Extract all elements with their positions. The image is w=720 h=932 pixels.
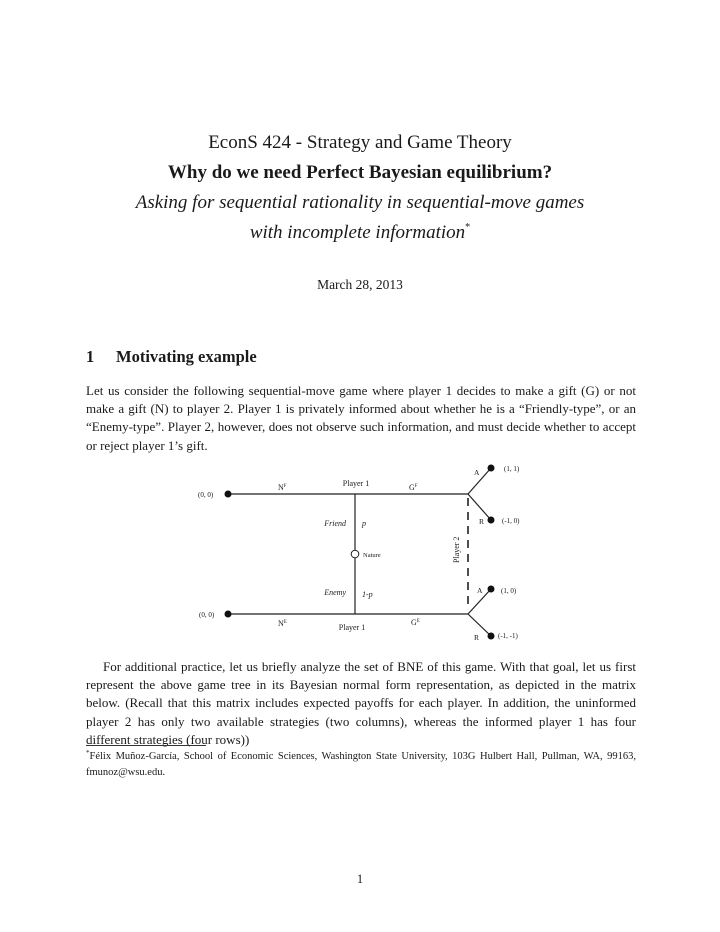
paper-subtitle-line2 [60, 218, 660, 248]
terminal-node-AE [488, 586, 495, 593]
payoff-RF: (-1, 0) [502, 517, 520, 525]
course-title: EconS 424 - Strategy and Game Theory [208, 132, 512, 153]
title-footnote-mark[interactable]: * [465, 222, 471, 233]
game-tree-diagram [0, 455, 720, 650]
section-number: 1 [86, 347, 95, 366]
subtitle-line2-text: with incomplete information [249, 222, 466, 243]
label-accept-top: A [474, 468, 480, 477]
label-prob-enemy: 1-p [362, 590, 373, 599]
footnote-divider [86, 745, 206, 746]
label-action-GE: $G^E$ [411, 618, 420, 627]
label-nature: Nature [363, 552, 381, 559]
branch-reject-bottom [468, 614, 491, 636]
date: March 28, 2013 [317, 277, 403, 292]
section-title: Motivating example [116, 347, 257, 366]
paragraph-practice: For additional practice, let us briefly analyze the set of BNE of this game. With that goal, let us first represent the above game tree in its Bayesian normal form representation, as depicted in the matrix below. (Recall that this matrix includes expected payoffs for each player. In addition, the uninformed player 2 has only two available strategies (two columns), whereas the informed player 1 has four different strategies (four rows)) [86, 659, 636, 747]
footnote-mark: * [86, 749, 90, 757]
paper-subtitle-line1: Asking for sequential rationality in sequential-move games [135, 192, 585, 213]
payoff-NE: (0, 0) [199, 611, 215, 619]
branch-accept-top [468, 468, 491, 494]
footnote [86, 749, 636, 781]
label-action-NE: $N^E$ [278, 619, 287, 628]
payoff-NF: (0, 0) [198, 491, 214, 499]
title-block [60, 128, 660, 248]
label-friend: Friend [324, 519, 346, 528]
terminal-node-AF [488, 465, 495, 472]
label-accept-bottom: A [477, 586, 483, 595]
terminal-node-NE [225, 611, 232, 618]
label-enemy: Enemy [324, 588, 346, 597]
nature-node [351, 550, 359, 558]
label-action-GF: $G^F$ [409, 483, 418, 492]
payoff-AF: (1, 1) [504, 465, 520, 473]
terminal-node-RE [488, 633, 495, 640]
label-reject-bottom: R [474, 633, 480, 642]
label-player1-bottom: Player 1 [338, 623, 366, 632]
paragraph-intro: Let us consider the following sequential-move game where player 1 decides to make a gift (G) or not make a gift (N) to player 2. Player 1 is privately informed about whether he is a “Friendly-type”, or an “Enemy-type”. Player 2, however, does not observe such information, and must decide whether to accept or reject player 1’s gift. [86, 383, 636, 453]
label-player2: Player 2 [452, 536, 461, 563]
payoff-AE: (1, 0) [501, 587, 517, 595]
footnote-text: Félix Muñoz-García, School of Economic Sciences, Washington State University, 103G Hulbert Hall, Pullman, WA, 99163, fmunoz@wsu.edu. [86, 751, 636, 778]
page-number: 1 [356, 872, 364, 886]
label-prob-friend: p [362, 519, 366, 528]
payoff-RE: (-1, -1) [498, 632, 518, 640]
paper-title: Why do we need Perfect Bayesian equilibrium? [167, 162, 553, 183]
label-action-NF: $N^F$ [278, 483, 287, 492]
label-player1-top: Player 1 [342, 479, 370, 488]
terminal-node-NF [225, 491, 232, 498]
section-heading [86, 347, 257, 367]
label-reject-top: R [479, 517, 485, 526]
terminal-node-RF [488, 517, 495, 524]
